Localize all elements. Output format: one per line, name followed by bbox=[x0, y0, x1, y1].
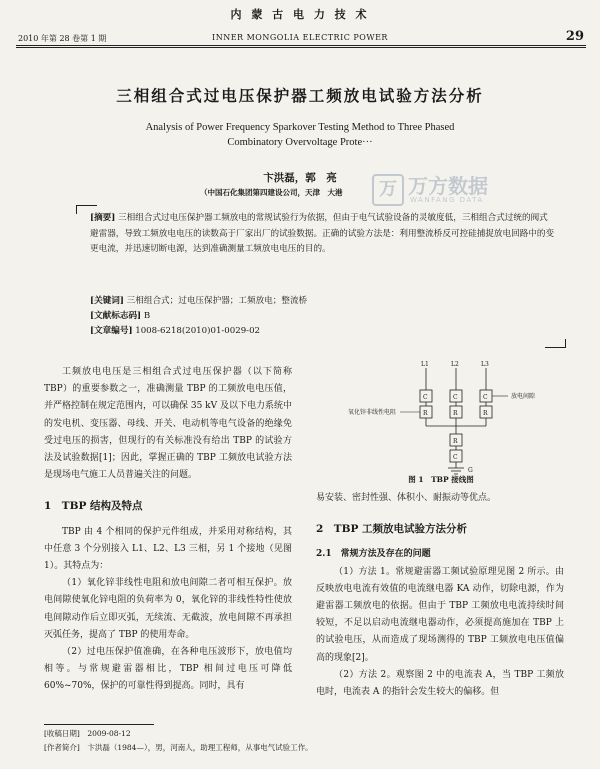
journal-name-cn: 内 蒙 古 电 力 技 术 bbox=[230, 8, 370, 21]
watermark-text-cn: 万方数据 bbox=[408, 174, 488, 198]
label-c3: C bbox=[483, 394, 488, 401]
label-r1: R bbox=[423, 410, 428, 417]
authors: 卞洪磊，郭 亮 bbox=[263, 172, 337, 184]
label-l1: L1 bbox=[421, 361, 429, 368]
title-en-line2: Combinatory Overvoltage Prote··· bbox=[227, 137, 373, 148]
label-g: G bbox=[468, 467, 473, 474]
abstract-text bbox=[90, 211, 556, 258]
doc-code-line bbox=[90, 309, 550, 321]
article-no: 1008-6218(2010)01-0029-02 bbox=[135, 326, 261, 336]
author-bio: [作者简介] 卞洪磊（1984—），男，河南人，助理工程师，从事电气试验工作。 bbox=[44, 743, 313, 752]
continuation-text: 易安装、密封性强、体积小、耐振动等优点。 bbox=[316, 493, 497, 503]
article-no-label: [文章编号] bbox=[90, 326, 133, 336]
label-resistor: 氧化锌非线性电阻 bbox=[348, 409, 397, 416]
abstract-label: [摘要] bbox=[90, 213, 116, 223]
received-date: [收稿日期] 2009-08-12 bbox=[44, 729, 131, 738]
sec1-paragraph-2: （1）氧化锌非线性电阻和放电间隙二者可相互保护。放电间隙使氧化锌电阻的负荷率为 0，氧化锌的非线性特性使放电间隙动作后立即灭弧，无续流、无截波，放电间隙不再承担灭弧任务，提高了 TBP 的使用寿命。 bbox=[44, 578, 292, 640]
keywords-label: [关键词] bbox=[90, 296, 124, 306]
page-number: 29 bbox=[565, 29, 584, 44]
label-gap: 放电间隙 bbox=[511, 393, 536, 400]
label-l3: L3 bbox=[481, 361, 489, 368]
label-c2: C bbox=[453, 394, 458, 401]
label-c4: C bbox=[453, 454, 458, 461]
wanfang-logo-icon: 万 bbox=[372, 174, 404, 206]
section-2-title: 2 TBP 工频放电试验方法分析 bbox=[316, 523, 468, 536]
doc-code-label: [文献标志码] bbox=[90, 311, 142, 321]
keywords-line bbox=[90, 294, 550, 306]
affiliation: （中国石化集团第四建设公司，天津 大港 bbox=[200, 188, 343, 197]
figure-1-wiring-diagram bbox=[316, 360, 566, 485]
abstract-body: 三相组合式过电压保护器工频放电的常规试验行为依据，但由于电气试验设备的灵敏度低，三相组合式过统的阀式避雷器，导致工频放电电压的读数高于厂家出厂的试验数据。正确的试验方法是：利用整流桥反可控硅捕捉放电回路中的变更电流，并迅速切断电源，达到准确测量工频放电电压的目的。 bbox=[90, 213, 555, 254]
doc-code: B bbox=[143, 311, 151, 321]
header-rule-2 bbox=[16, 47, 586, 48]
method-2-paragraph: （2）方法 2。观察图 2 中的电流表 A，当 TBP 工频放电时，电流表 A 的指针会发生较大的偏移。但 bbox=[316, 669, 564, 698]
issue-info: 2010 年第 28 卷第 1 期 bbox=[18, 34, 107, 43]
intro-paragraph: 工频放电电压是三相组合式过电压保护器（以下简称 TBP）的重要参数之一，准确测量 TBP 的工频放电电压值，并严格控制在规定范围内，可以确保 35 kV 及以下电力系统中的发电机、变压器、母线、开关、电动机等电气设备的绝缘免受过电压的损害，但现行的有关标准没有给出 TBP 的试验方法及试验数据[1]；因此，掌握正确的 TBP 工频放电试验方法是现场电气施工人员普遍关注的问题。 bbox=[44, 367, 292, 481]
method-1-paragraph: （1）方法 1。常规避雷器工频试验原理见图 2 所示。由反映放电电流有效值的电流继电器 KA 动作，切除电源，作为避雷器工频放电的依据。但由于 TBP 工频放电电流持续时间较短，不足以启动电流继电器动作，必须提高施加在 TBP 上的试验电压，从而造成了现场测得的 TBP 工频放电电压值偏高的现象[2]。 bbox=[316, 566, 564, 663]
box-corner-bottom-right bbox=[545, 339, 566, 348]
right-column bbox=[316, 490, 564, 701]
sec1-paragraph-3: （2）过电压保护值准确，在各种电压波形下，放电值均相等。与常规避雷器相比，TBP 相间过电压可降低 60%~70%，保护的可靠性得到提高。同时，具有 bbox=[44, 647, 292, 692]
journal-name-en: INNER MONGOLIA ELECTRIC POWER bbox=[212, 33, 388, 42]
footnote-rule bbox=[44, 724, 154, 725]
article-no-line bbox=[90, 324, 550, 336]
keywords: 三相组合式；过电压保护器；工频放电；整流桥 bbox=[126, 296, 308, 306]
label-r4: R bbox=[453, 438, 458, 445]
header-rule bbox=[16, 45, 586, 46]
subsection-2-1-title: 2.1 常规方法及存在的问题 bbox=[316, 549, 431, 560]
label-r3: R bbox=[483, 410, 488, 417]
left-column bbox=[44, 364, 292, 696]
title-en-line1: Analysis of Power Frequency Sparkover Testing Method to Three Phased bbox=[145, 122, 455, 133]
label-l2: L2 bbox=[451, 361, 459, 368]
label-c1: C bbox=[423, 394, 428, 401]
label-r2: R bbox=[453, 410, 458, 417]
watermark-text-en: WANFANG DATA bbox=[410, 196, 484, 204]
figure-1-caption: 图 1 TBP 接线图 bbox=[408, 475, 474, 484]
sec1-paragraph-1: TBP 由 4 个相同的保护元件组成，并采用对称结构，其中任意 3 个分别接入 L1、L2、L3 三相，另 1 个接地（见图 1）。其特点为： bbox=[44, 526, 292, 572]
article-title-en bbox=[90, 120, 510, 150]
article-title-cn: 三相组合式过电压保护器工频放电试验方法分析 bbox=[116, 87, 484, 105]
section-1-title: 1 TBP 结构及特点 bbox=[44, 500, 143, 513]
abstract-box bbox=[76, 205, 566, 348]
